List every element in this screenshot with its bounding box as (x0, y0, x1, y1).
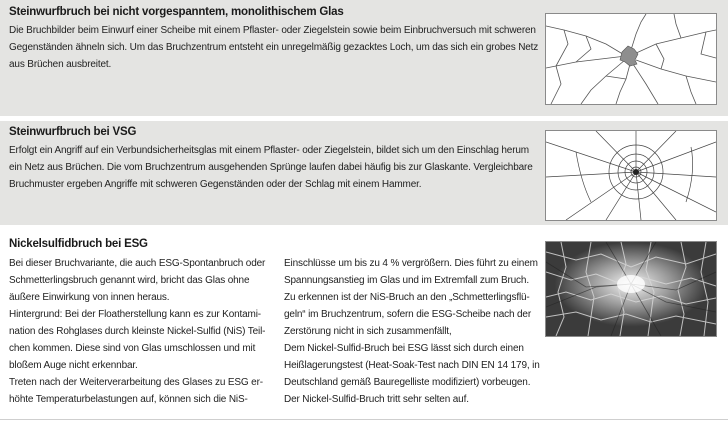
section-nickelsulfid (0, 230, 728, 424)
impact-hole (620, 46, 638, 66)
text-line: Zu erkennen ist der NiS-Bruch an den „Schmetterlingsflü- (284, 292, 530, 303)
text-line: ein Netz aus Brüchen. Die vom Bruchzentrum ausgehenden Sprünge laufen dabei häufig bis zur Glaskante. Vergleichbare (9, 162, 533, 173)
text-line: Der Nickel-Sulfid-Bruch tritt sehr selten auf. (284, 394, 469, 405)
fracture-image-monolithic (545, 13, 717, 105)
section-vsg (0, 121, 728, 225)
text-line: aus Brüchen ausbreitet. (9, 59, 112, 70)
section-text-column-2 (284, 255, 540, 408)
text-line: Zerstörung nicht in sich zusammenfällt, (284, 326, 452, 337)
section-text (9, 142, 533, 193)
text-line: äußere Einwirkung von innen heraus. (9, 292, 170, 303)
fracture-image-vsg (545, 130, 717, 221)
text-line: Hintergrund: Bei der Floatherstellung kann es zur Kontami- (9, 309, 261, 320)
text-line: Spannungsanstieg im Glas und im Extremfall zum Bruch. (284, 275, 529, 286)
butterfly-wings (617, 275, 645, 293)
text-line: Schmetterlingsbruch genannt wird, bricht das Glas ohne (9, 275, 250, 286)
fracture-photo-nickelsulfid (545, 241, 717, 337)
text-line: Treten nach der Weiterverarbeitung des Glases zu ESG er- (9, 377, 263, 388)
section-title: Steinwurfbruch bei nicht vorgespanntem, monolithischem Glas (9, 6, 344, 18)
text-line: Deutschland gemäß Bauregelliste modifiziert) vorbeugen. (284, 377, 531, 388)
section-title: Steinwurfbruch bei VSG (9, 126, 137, 138)
text-line: Erfolgt ein Angriff auf ein Verbundsicherheitsglas mit einem Pflaster- oder Ziegelstein, bildet sich um den Einschlag herum (9, 145, 529, 156)
text-line: geln“ im Bruchzentrum, sofern die ESG-Scheibe nach der (284, 309, 532, 320)
text-line: höhte Temperaturbelastungen auf, können sich die NiS- (9, 394, 248, 405)
text-line: Bruchmuster ergeben Angriffe mit schweren Gegenständen oder der Schlag mit einem Hammer. (9, 179, 422, 190)
text-line: Heißlagerungstest (Heat-Soak-Test nach DIN EN 14 179, in (284, 360, 540, 371)
impact-point (633, 169, 639, 175)
section-monolithic-glass (0, 0, 728, 116)
text-line: Dem Nickel-Sulfid-Bruch bei ESG lässt sich durch einen (284, 343, 524, 354)
text-line: Die Bruchbilder beim Einwurf einer Scheibe mit einem Pflaster- oder Ziegelstein sowie beim Einbruchversuch mit schweren (9, 25, 536, 36)
text-line: nation des Rohglases durch kleinste Nickel-Sulfid (NiS) Teil- (9, 326, 266, 337)
section-text (9, 22, 538, 73)
section-text-column-1 (9, 255, 265, 408)
text-line: bloßem Auge nicht erkennbar. (9, 360, 138, 371)
bottom-rule (0, 419, 728, 420)
text-line: Gegenständen ähneln sich. Um das Bruchzentrum entsteht ein unregelmäßig gezacktes Loch, um das sich ein grobes Netz (9, 42, 539, 53)
text-line: chen kommen. Diese sind von Glas umschlossen und mit (9, 343, 256, 354)
section-title: Nickelsulfidbruch bei ESG (9, 238, 148, 250)
text-line: Bei dieser Bruchvariante, die auch ESG-Spontanbruch oder (9, 258, 266, 269)
text-line: Einschlüsse um bis zu 4 % vergrößern. Dies führt zu einem (284, 258, 538, 269)
